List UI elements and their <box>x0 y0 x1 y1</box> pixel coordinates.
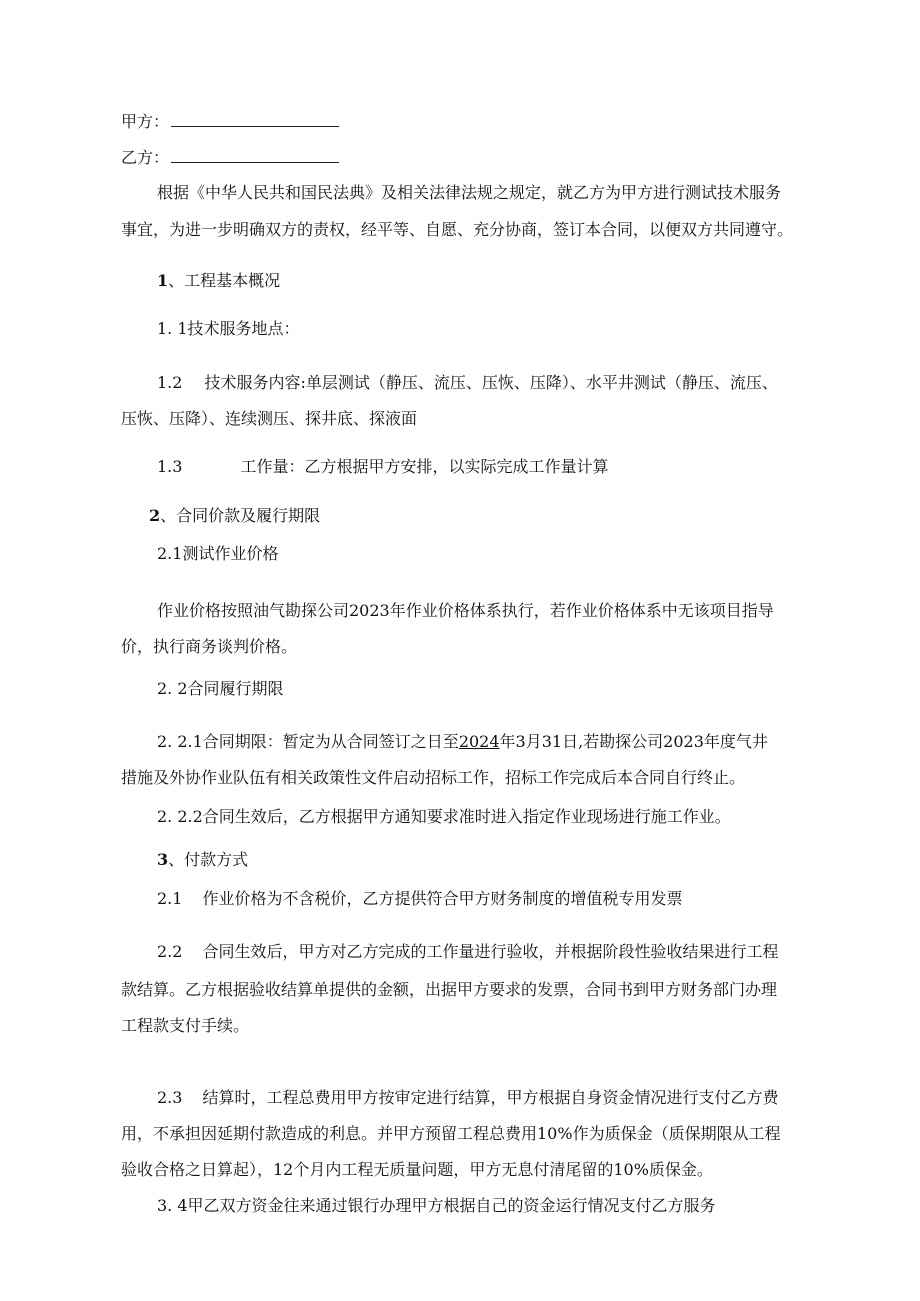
section-1-number: 1 <box>157 271 169 290</box>
item-2-1: 2.1测试作业价格 <box>157 544 279 563</box>
item-2-2-1-text-a: 2. 2.1合同期限：暂定为从合同签订之日至 <box>157 732 459 751</box>
price-paragraph-line-1: 作业价格按照油气勘探公司2023年作业价格体系执行，若作业价格体系中无该项目指导 <box>157 601 774 620</box>
section-1-heading <box>157 270 280 292</box>
section-2-title: 、合同价款及履行期限 <box>160 506 321 525</box>
item-3-2-line-3: 工程款支付手续。 <box>121 1016 250 1035</box>
item-3-4: 3. 4甲乙双方资金往来通过银行办理甲方根据自己的资金运行情况支付乙方服务 <box>157 1196 716 1215</box>
item-1-2-line-2: 压恢、压降）、连续测压、探井底、探液面 <box>121 409 418 428</box>
price-paragraph-line-2: 价，执行商务谈判价格。 <box>121 637 298 656</box>
section-3-title: 、付款方式 <box>168 850 249 869</box>
item-2-2-1-text-b: 年3月31日,若勘探公司2023年度气井 <box>499 732 768 751</box>
item-3-2-text: 合同生效后，甲方对乙方完成的工作量进行验收，并根据阶段性验收结果进行工程 <box>202 942 779 961</box>
item-2-2: 2. 2合同履行期限 <box>157 679 284 698</box>
item-3-2-line-2: 款结算。乙方根据验收结算单提供的金额，出据甲方要求的发票，合同书到甲方财务部门办理 <box>121 980 778 999</box>
item-3-2-line-1 <box>157 941 778 963</box>
item-2-2-1-line-1 <box>157 731 768 753</box>
item-3-3-number: 2.3 <box>157 1088 183 1107</box>
party-b-line <box>121 147 339 169</box>
party-b-blank <box>171 148 339 163</box>
intro-line-1: 根据《中华人民共和国民法典》及相关法律法规之规定，就乙方为甲方进行测试技术服务 <box>157 183 782 202</box>
item-1-3-text: 工作量：乙方根据甲方安排，以实际完成工作量计算 <box>240 457 609 476</box>
item-1-3 <box>157 456 608 478</box>
item-2-2-1-year: 2024 <box>458 732 500 751</box>
party-b-label: 乙方： <box>121 148 170 167</box>
party-a-label: 甲方： <box>121 112 170 131</box>
section-3-heading <box>157 849 248 871</box>
section-2-number: 2 <box>149 506 161 525</box>
item-3-2-number: 2.2 <box>157 942 183 961</box>
item-2-2-2: 2. 2.2合同生效后，乙方根据甲方通知要求准时进入指定作业现场进行施工作业。 <box>157 807 731 826</box>
party-a-blank <box>171 112 339 127</box>
item-3-3-text: 结算时，工程总费用甲方按审定进行结算，甲方根据自身资金情况进行支付乙方费 <box>202 1088 779 1107</box>
party-a-line <box>121 111 339 133</box>
section-3-number: 3 <box>157 850 169 869</box>
item-1-2-line-1 <box>157 372 778 394</box>
item-2-2-1-line-2: 措施及外协作业队伍有相关政策性文件启动招标工作，招标工作完成后本合同自行终止。 <box>121 768 746 787</box>
section-1-title: 、工程基本概况 <box>168 271 281 290</box>
item-1-2-number: 1.2 <box>157 373 183 392</box>
section-2-heading <box>149 505 320 527</box>
item-3-1-number: 2.1 <box>157 889 183 908</box>
item-3-3-line-3: 验收合格之日算起），12个月内工程无质量问题，甲方无息付清尾留的10%质保金。 <box>121 1160 713 1179</box>
item-3-3-line-2: 用，不承担因延期付款造成的利息。并甲方预留工程总费用10%作为质保金（质保期限从工程 <box>121 1124 781 1143</box>
item-3-1 <box>157 888 682 910</box>
item-1-2-text: 技术服务内容:单层测试（静压、流压、压恢、压降）、水平井测试（静压、流压、 <box>204 373 778 392</box>
item-1-3-number: 1.3 <box>157 457 183 476</box>
item-3-1-text: 作业价格为不含税价，乙方提供符合甲方财务制度的增值税专用发票 <box>202 889 683 908</box>
item-3-3-line-1 <box>157 1087 778 1109</box>
intro-line-2: 事宜，为进一步明确双方的责权，经平等、自愿、充分协商，签订本合同，以便双方共同遵守。 <box>121 220 794 239</box>
item-1-1: 1. 1技术服务地点： <box>157 319 300 338</box>
